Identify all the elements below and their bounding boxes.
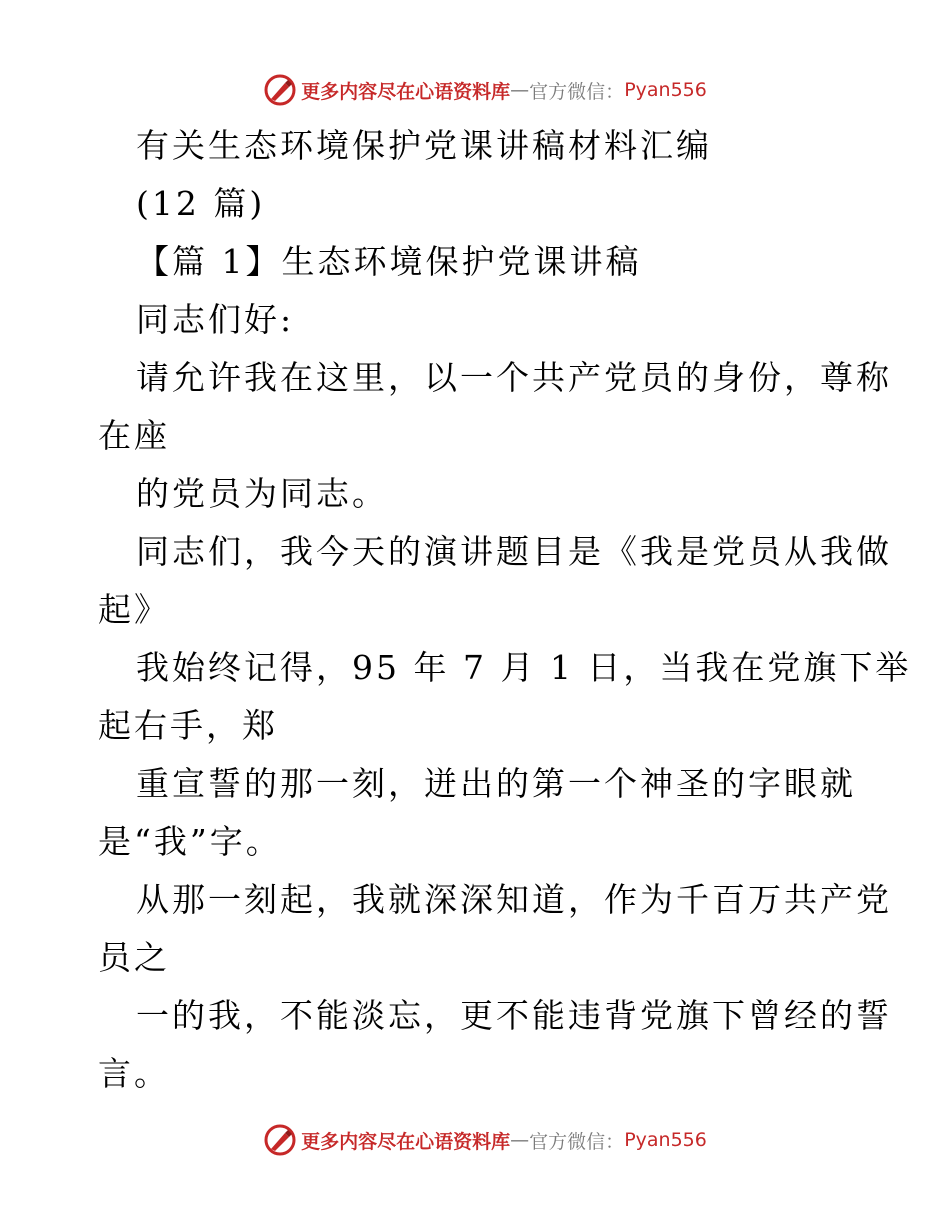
banner-wechat-label: 官方微信： [529, 80, 625, 103]
footer-banner [0, 1122, 950, 1158]
text-line: 的党员为同志。 [136, 474, 388, 513]
text-line: 一的我，不能淡忘，更不能违背党旗下曾经的誓 [136, 996, 892, 1035]
banner-dash: — [510, 79, 530, 101]
banner-site-name: 更多内容尽在心语资料库 [301, 1130, 511, 1153]
banner-wechat-id: Pyan556 [624, 1129, 707, 1151]
pen-logo-icon [263, 73, 297, 107]
text-line: 从那一刻起，我就深深知道，作为千百万共产党 [136, 880, 892, 919]
text-line: 员之 [98, 938, 170, 977]
text-line: 请允许我在这里，以一个共产党员的身份，尊称 [136, 358, 892, 397]
text-line: 在座 [98, 416, 170, 455]
text-line: 重宣誓的那一刻，迸出的第一个神圣的字眼就 [136, 764, 856, 803]
banner-site-name: 更多内容尽在心语资料库 [301, 80, 511, 103]
text-line: 同志们好: [136, 300, 295, 339]
document-subtitle: (12 篇) [136, 184, 266, 223]
banner-wechat-label: 官方微信： [529, 1130, 625, 1153]
header-banner-content [263, 73, 707, 107]
banner-dash: — [510, 1129, 530, 1151]
header-banner [0, 72, 950, 108]
text-line: 言。 [98, 1054, 170, 1093]
pen-logo-icon [263, 1123, 297, 1157]
text-line: 是“我”字。 [98, 822, 282, 861]
banner-wechat-id: Pyan556 [624, 79, 707, 101]
text-line: 我始终记得，95 年 7 月 1 日，当我在党旗下举 [136, 648, 912, 687]
text-line: 起》 [98, 590, 170, 629]
footer-banner-content [263, 1123, 707, 1157]
section-heading: 【篇 1】生态环境保护党课讲稿 [136, 242, 642, 281]
document-title: 有关生态环境保护党课讲稿材料汇编 [136, 126, 712, 165]
text-line: 起右手，郑 [98, 706, 278, 745]
text-line: 同志们，我今天的演讲题目是《我是党员从我做 [136, 532, 892, 571]
